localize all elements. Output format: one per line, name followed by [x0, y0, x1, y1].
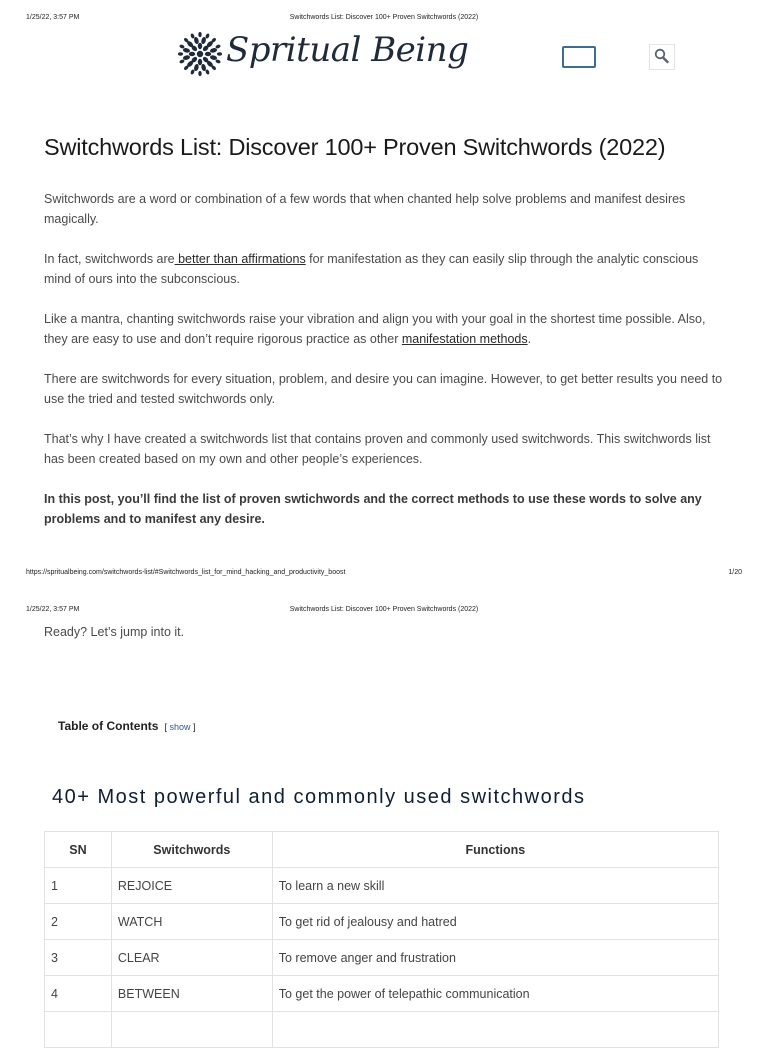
site-logo[interactable]: Spritual Being [226, 30, 469, 70]
header-switchwords: Switchwords [111, 832, 272, 868]
print-title: Switchwords List: Discover 100+ Proven Switchwords (2022) [289, 14, 479, 21]
table-row [45, 976, 719, 1012]
affirmations-paragraph [44, 249, 728, 289]
print-url: https://spritualbeing.com/switchwords-list/#Switchwords_list_for_mind_hacking_and_productivity_boost [26, 569, 346, 576]
mandala-petal [217, 52, 222, 55]
mandala-petal [209, 47, 217, 53]
mandala-petal [198, 43, 202, 49]
table-of-contents [58, 719, 196, 733]
print-date: 1/25/22, 3:57 PM [26, 14, 80, 21]
mandala-petal [193, 36, 199, 44]
p2-text-after: for manifestation as they can easily slip through the analytic conscious mind of ours into the subconscious. [44, 252, 699, 286]
print-page-number: 1/20 [728, 569, 742, 576]
cell-sn: 4 [45, 976, 112, 1012]
cell-sn: 1 [45, 868, 112, 904]
table-header-row [45, 832, 719, 868]
print-header-page-2 [0, 606, 768, 620]
toc-close-bracket: ] [193, 722, 196, 732]
cell-switchword: CLEAR [111, 940, 272, 976]
cell-switchword [111, 1012, 272, 1048]
table-row [45, 904, 719, 940]
toc-toggle [164, 722, 195, 732]
p2-text-before: In fact, switchwords are [44, 252, 175, 266]
situations-paragraph: There are switchwords for every situation, problem, and desire you can imagine. However, to get better results you need to use the tried and tested switchwords only. [44, 372, 723, 406]
switchwords-table [44, 831, 719, 1048]
mantra-paragraph [44, 309, 728, 349]
post-summary-paragraph: In this post, you’ll find the list of proven swtichwords and the correct methods to use these words to solve any problems and to manifest any desire. [44, 492, 702, 526]
cell-function: To get rid of jealousy and hatred [272, 904, 718, 940]
cell-sn: 3 [45, 940, 112, 976]
mandala-petal [189, 52, 195, 56]
mandala-petal [205, 52, 211, 56]
mandala-petal [182, 55, 190, 61]
intro-paragraph: Switchwords are a word or combination of a few words that when chanted help solve problems and manifest desires magically. [44, 192, 686, 226]
manifestation-methods-link[interactable]: manifestation methods [401, 332, 528, 346]
toc-open-bracket: [ [164, 722, 167, 732]
cell-switchword: BETWEEN [111, 976, 272, 1012]
header-sn: SN [45, 832, 112, 868]
site-header [0, 28, 768, 88]
mandala-petal [209, 55, 217, 61]
cell-switchword: REJOICE [111, 868, 272, 904]
mandala-petal [198, 59, 202, 65]
p3-text-after: . [527, 332, 532, 346]
header-functions: Functions [272, 832, 718, 868]
p3-text-before: Like a mantra, chanting switchwords raise your vibration and align you with your goal in the shortest time possible. Also, they are easy to use and don’t require rigorous practice as other [44, 312, 706, 346]
cell-sn [45, 1012, 112, 1048]
cell-function: To learn a new skill [272, 868, 718, 904]
mandala-petal [201, 36, 207, 44]
mandala-petal [182, 47, 190, 53]
print-header [0, 14, 768, 28]
toc-title: Table of Contents [58, 719, 159, 733]
cell-function [272, 1012, 718, 1048]
mandala-petal [178, 52, 183, 55]
search-button[interactable] [649, 44, 675, 70]
menu-button[interactable] [562, 46, 596, 68]
mandala-icon [178, 32, 222, 76]
table-row [45, 868, 719, 904]
cell-switchword: WATCH [111, 904, 272, 940]
mandala-petal [201, 63, 207, 71]
cell-function: To get the power of telepathic communication [272, 976, 718, 1012]
mandala-petal [198, 71, 201, 76]
better-than-affirmations-link[interactable]: better than affirmations [174, 252, 306, 266]
mandala-petal [193, 63, 199, 71]
search-icon [650, 45, 674, 69]
cell-sn: 2 [45, 904, 112, 940]
list-creation-paragraph: That’s why I have created a switchwords list that contains proven and commonly used switchwords. This switchwords list has been created based on my own and other people’s experiences. [44, 432, 711, 466]
section-heading: 40+ Most powerful and commonly used switchwords [52, 786, 586, 808]
toc-show-link[interactable]: show [169, 722, 191, 732]
ready-paragraph: Ready? Let’s jump into it. [44, 625, 185, 639]
print-date: 1/25/22, 3:57 PM [26, 606, 80, 613]
print-title: Switchwords List: Discover 100+ Proven Switchwords (2022) [289, 606, 479, 613]
table-row [45, 1012, 719, 1048]
table-row [45, 940, 719, 976]
post-title: Switchwords List: Discover 100+ Proven Switchwords (2022) [44, 134, 666, 160]
mandala-petal [198, 32, 201, 37]
cell-function: To remove anger and frustration [272, 940, 718, 976]
